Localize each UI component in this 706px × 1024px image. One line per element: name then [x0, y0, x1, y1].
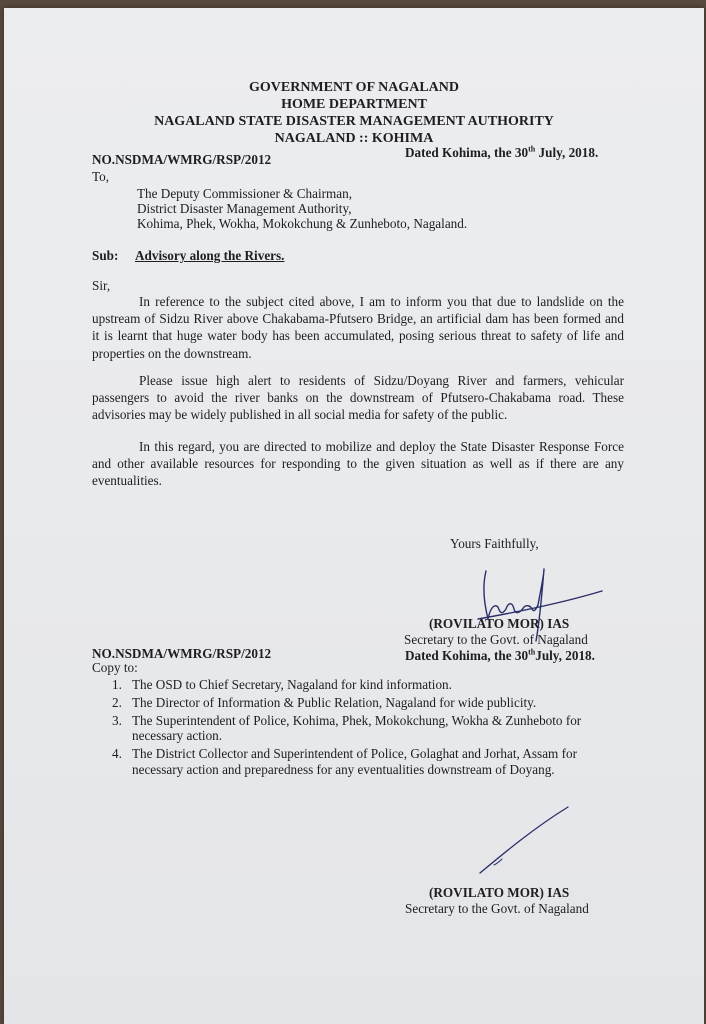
signatory2-name: (ROVILATO MOR) IAS [429, 885, 570, 900]
subject-label: Sub: [92, 248, 119, 263]
list-item: 1. The OSD to Chief Secretary, Nagaland for kind information. [112, 677, 452, 692]
header-department: HOME DEPARTMENT [281, 97, 427, 112]
header-government: GOVERNMENT OF NAGALAND [248, 80, 459, 95]
copy-reference-date: Dated Kohima, the 30thJuly, 2018. [405, 647, 595, 663]
letter-page [4, 8, 704, 1024]
copy-reference-number: NO.NSDMA/WMRG/RSP/2012 [92, 646, 272, 661]
signature-mark-2 [474, 803, 574, 883]
addressee-line2: District Disaster Management Authority, [137, 201, 352, 216]
closing: Yours Faithfully, [450, 536, 539, 551]
list-item: 4. The District Collector and Superintendent of Police, Golaghat and Jorhat, Assam for [112, 746, 577, 761]
list-item-continuation: necessary action and preparedness for any eventualities downstream of Doyang. [132, 762, 555, 777]
header-authority: NAGALAND STATE DISASTER MANAGEMENT AUTHORITY [154, 114, 554, 129]
body-paragraph-3: In this regard, you are directed to mobilize and deploy the State Disaster Response Force and other available resources for responding to the given situation as well as if there are any eventualities. [92, 439, 624, 489]
copy-to-label: Copy to: [92, 660, 138, 675]
subject-text: Advisory along the Rivers. [135, 248, 285, 263]
addressee-line3: Kohima, Phek, Wokha, Mokokchung & Zunheboto, Nagaland. [137, 216, 468, 231]
signatory-title: Secretary to the Govt. of Nagaland [404, 632, 588, 647]
header-location: NAGALAND :: KOHIMA [274, 131, 434, 146]
reference-date: Dated Kohima, the 30th July, 2018. [405, 144, 599, 160]
body-paragraph-2: Please issue high alert to residents of Sidzu/Doyang River and farmers, vehicular passengers to avoid the river banks on the downstream of Pfutsero-Chakabama road. These advisories may be widely published in all social media for safety of the public. [92, 373, 624, 423]
list-item: 3. The Superintendent of Police, Kohima, Phek, Mokokchung, Wokha & Zunheboto for [112, 713, 582, 728]
salutation: Sir, [92, 278, 111, 293]
reference-number: NO.NSDMA/WMRG/RSP/2012 [92, 152, 272, 167]
body-paragraph-1: In reference to the subject cited above, I am to inform you that due to landslide on the upstream of Sidzu River above Chakabama-Pfutsero Bridge, an artificial dam has been formed and it is learnt that huge water body has been accumulated, posing serious threat to safety of life and properties on the downstream. [92, 294, 624, 361]
addressee-to: To, [92, 169, 110, 184]
addressee-line1: The Deputy Commissioner & Chairman, [137, 186, 352, 201]
list-item: 2. The Director of Information & Public Relation, Nagaland for wide publicity. [112, 695, 537, 710]
signatory2-title: Secretary to the Govt. of Nagaland [405, 901, 589, 916]
signatory-name: (ROVILATO MOR) IAS [429, 616, 570, 631]
list-item-continuation: necessary action. [132, 728, 223, 743]
